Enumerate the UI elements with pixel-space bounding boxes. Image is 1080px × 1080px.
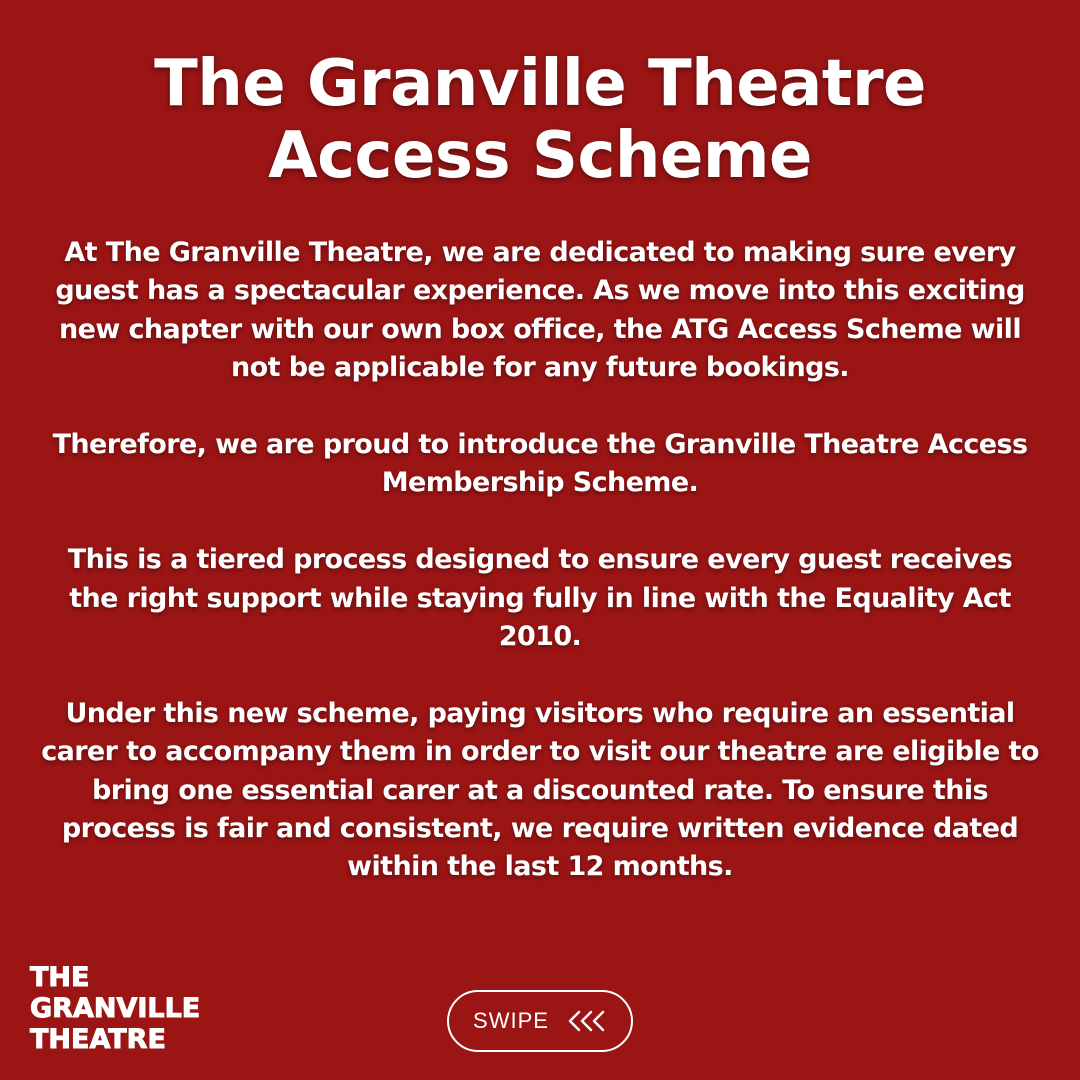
paragraph-introduce-scheme: Therefore, we are proud to introduce the Granville Theatre Access Membership Scheme.	[52, 429, 1028, 499]
granville-theatre-logo	[30, 962, 200, 1055]
swipe-button[interactable]	[447, 990, 633, 1052]
title-line-2: Access Scheme	[268, 119, 812, 193]
paragraph-intro: At The Granville Theatre, we are dedicated to making sure every guest has a spectacular experience. As we move into this exciting new chapter with our own box office, the ATG Access Scheme will not be applicable for any future bookings.	[55, 237, 1025, 384]
paragraph-essential-carer: Under this new scheme, paying visitors who require an essential carer to accompany them in order to visit our theatre are eligible to bring one essential carer at a discounted rate. To ensure this process is fair and consistent, we require written evidence dated within the last 12 months.	[41, 697, 1039, 883]
page-title	[0, 48, 1080, 192]
title-line-1: The Granville Theatre	[154, 47, 926, 121]
triple-chevron-left-icon	[567, 1010, 607, 1032]
swipe-label: SWIPE	[473, 1008, 549, 1033]
paragraph-tiered-process: This is a tiered process designed to ensure every guest receives the right support while staying fully in line with the Equality Act 2010.	[67, 544, 1013, 653]
logo-line-2: GRANVILLE	[30, 993, 201, 1024]
body-text	[40, 234, 1040, 887]
logo-line-1: THE	[30, 962, 90, 993]
logo-line-3: THEATRE	[30, 1024, 166, 1055]
